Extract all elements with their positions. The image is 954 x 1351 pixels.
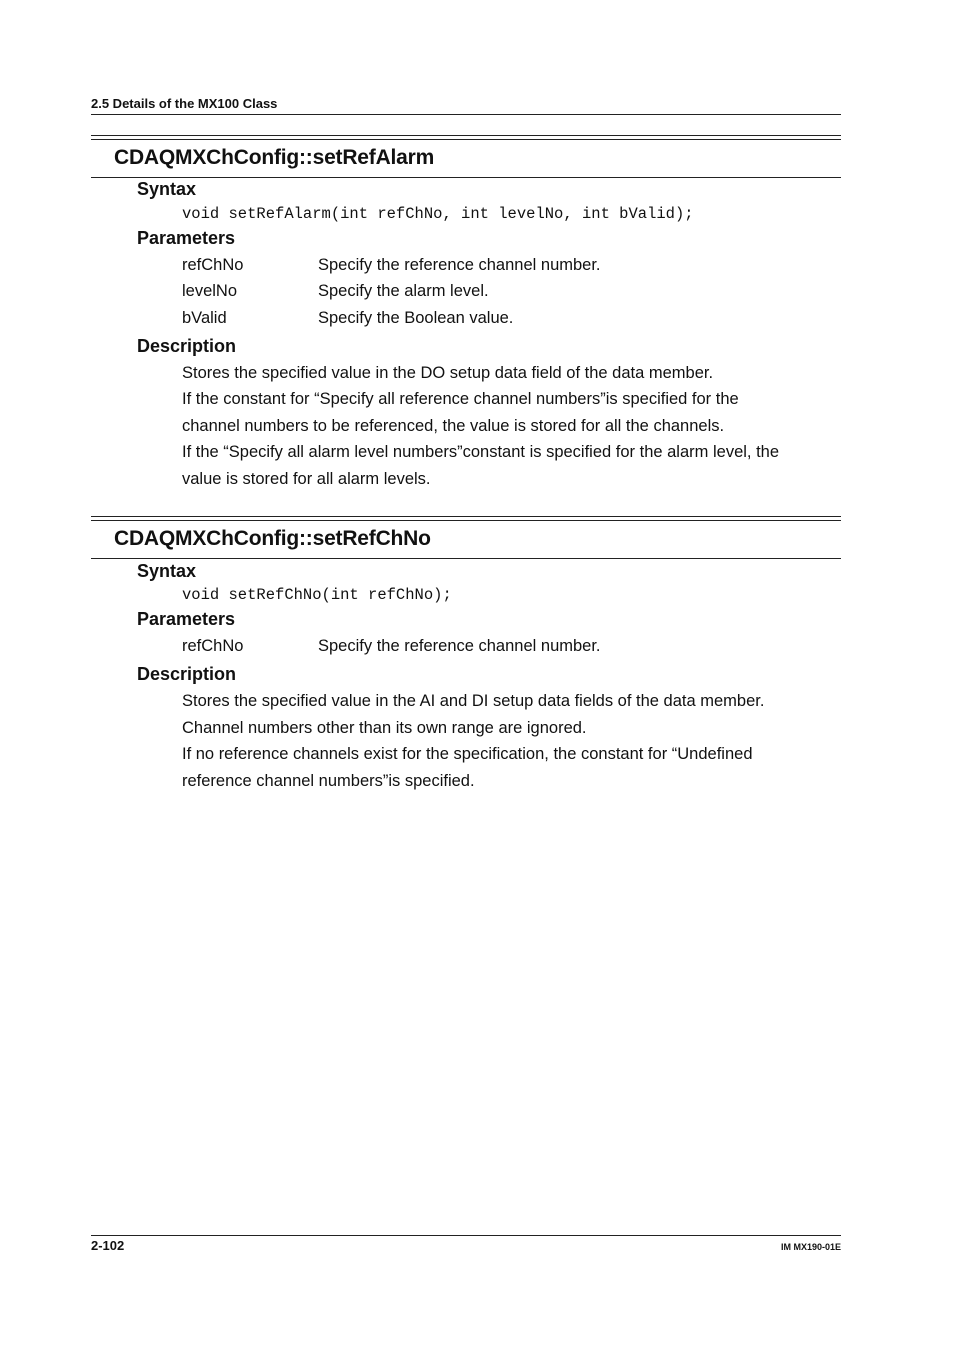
parameter-description: Specify the reference channel number.: [318, 256, 601, 274]
section-title-underline: [91, 558, 841, 559]
syntax-code: void setRefAlarm(int refChNo, int levelNo, int bValid);: [182, 205, 694, 223]
description-line: If no reference channels exist for the specification, the constant for “Undefined: [182, 745, 753, 763]
running-header: 2.5 Details of the MX100 Class: [91, 96, 278, 111]
syntax-heading: Syntax: [137, 561, 197, 581]
description-line: value is stored for all alarm levels.: [182, 470, 431, 488]
section-top-rule: [91, 135, 841, 136]
parameter-description: Specify the Boolean value.: [318, 309, 514, 327]
section-top-rule: [91, 139, 841, 140]
description-line: Stores the specified value in the DO setup data field of the data member.: [182, 364, 714, 382]
description-line: If the “Specify all alarm level numbers”constant is specified for the alarm level, the: [182, 443, 780, 461]
section-top-rule: [91, 516, 841, 517]
section-title: CDAQMXChConfig::setRefChNo: [114, 527, 431, 550]
description-line: reference channel numbers”is specified.: [182, 772, 475, 790]
footer-rule: [91, 1235, 841, 1236]
header-rule: [91, 114, 841, 115]
description-line: channel numbers to be referenced, the value is stored for all the channels.: [182, 417, 725, 435]
description-line: Stores the specified value in the AI and DI setup data fields of the data member.: [182, 692, 765, 710]
description-heading: Description: [137, 664, 237, 684]
page-number: 2-102: [91, 1238, 125, 1253]
section-title: CDAQMXChConfig::setRefAlarm: [114, 146, 435, 169]
document-id: IM MX190-01E: [780, 1242, 841, 1252]
parameter-name: refChNo: [182, 637, 244, 655]
parameters-heading: Parameters: [137, 228, 236, 248]
section-top-rule: [91, 520, 841, 521]
parameter-name: levelNo: [182, 282, 238, 300]
description-line: Channel numbers other than its own range are ignored.: [182, 719, 587, 737]
section-title-underline: [91, 177, 841, 178]
parameter-name: refChNo: [182, 256, 244, 274]
parameter-name: bValid: [182, 309, 227, 327]
parameter-description: Specify the alarm level.: [318, 282, 489, 300]
description-line: If the constant for “Specify all reference channel numbers”is specified for the: [182, 390, 739, 408]
parameters-heading: Parameters: [137, 609, 236, 629]
syntax-code: void setRefChNo(int refChNo);: [182, 586, 452, 604]
parameter-description: Specify the reference channel number.: [318, 637, 601, 655]
syntax-heading: Syntax: [137, 179, 197, 199]
description-heading: Description: [137, 336, 237, 356]
